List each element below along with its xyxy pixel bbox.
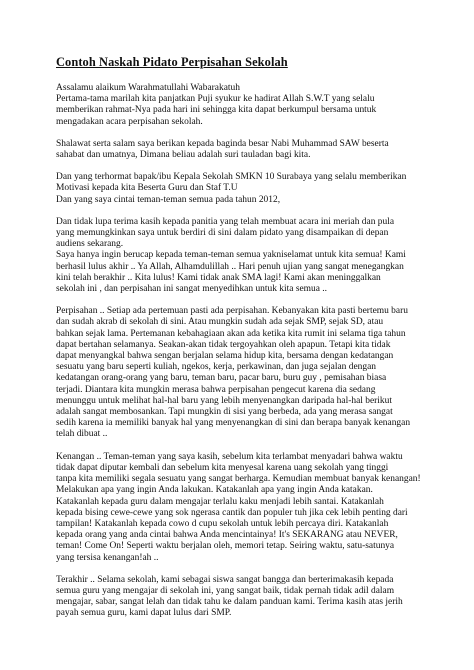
paragraph-line: dapat bertahan selamanya. Seakan-akan tidak tergoyahkan oleh apapun. Tetapi kita tidak	[56, 339, 391, 350]
paragraph-line: tanpa kita memiliki segala sesuatu yang sangat berharga. Kemudian membuat banyak kenangan!	[56, 474, 421, 485]
paragraph-line: Melakukan apa yang ingin Anda lakukan. Katakanlah apa yang ingin Anda katakan.	[56, 485, 373, 496]
paragraph-line: Assalamu alaikum Warahmatullahi Wabarakatuh	[56, 83, 240, 93]
paragraph	[56, 452, 446, 564]
paragraph-line: Perpisahan .. Setiap ada pertemuan pasti ada perpisahan. Kebanyakan kita pasti bertemu baru	[56, 306, 408, 317]
paragraph-line: kedatangan orang-orang yang baru, teman baru, pacar baru, buru guy , pemisahan biasa	[56, 373, 387, 384]
paragraph-line: Shalawat serta salam saya berikan kepada baginda besar Nabi Muhammad SAW beserta	[56, 138, 389, 149]
paragraph-line: dan sudah akrab di sekolah di sini. Atau mungkin sudah ada sejak SMP, sejak SD, atau	[56, 317, 384, 328]
paragraph-line: Pertama-tama marilah kita panjatkan Puji syukur ke hadirat Allah S.W.T yang selalu	[56, 94, 375, 105]
paragraph-line: tampilan! Katakanlah kepada cowo d cupu sekolah untuk lebih percaya diri. Katakanlah	[56, 518, 389, 529]
paragraph-line: sekolah ini , dan perpisahan ini sangat menyedihkan untuk kita semua ..	[56, 284, 328, 295]
paragraph-line: kepada bising cewe-cewe yang sok ngerasa cantik dan populer tuh jika cek lebih penting dari	[56, 507, 408, 518]
paragraph-line: terjadi. Diantara kita mungkin merasa bahwa perpisahan pengecut karena dia sedang	[56, 384, 376, 395]
paragraph	[56, 83, 446, 128]
paragraph	[56, 217, 446, 295]
paragraph-line: menunggu untuk melihat hal-hal baru yang lebih menyenangkan daripada hal-hal berikut	[56, 395, 392, 406]
paragraph-line: Motivasi kepada kita Beserta Guru dan Staf T.U	[56, 183, 238, 194]
paragraph-line: memberikan rahmat-Nya pada hari ini sehingga kita dapat berkumpul bersama untuk	[56, 105, 377, 116]
paragraph	[56, 139, 446, 161]
document-title: Contoh Naskah Pidato Perpisahan Sekolah	[56, 55, 288, 69]
paragraph-line: Saya hanya ingin berucap kepada teman-teman semua yakniselamat untuk kita semua! Kami	[56, 250, 406, 261]
paragraph	[56, 172, 446, 206]
paragraph-line: teman! Come On! Seperti waktu berjalan oleh, memori tetap. Seiring waktu, satu-satunya	[56, 541, 395, 552]
paragraph-line: adalah sangat membosankan. Tapi mungkin di sisi yang berbeda, ada yang merasa sangat	[56, 407, 393, 418]
paragraph-line: mengadakan acara perpisahan sekolah.	[56, 116, 203, 127]
paragraph-line: mengajar, sabar, sangat lelah dan tidak tahu ke dalam panduan kami. Terima kasih atas jerih	[56, 597, 403, 608]
paragraph-line: audiens sekarang.	[56, 239, 124, 250]
paragraph-line: Dan tidak lupa terima kasih kepada panitia yang telah membuat acara ini meriah dan pula	[56, 216, 395, 227]
paragraph-line: Dan yang terhormat bapak/ibu Kepala Sekolah SMKN 10 Surabaya yang selalu memberikan	[56, 172, 407, 183]
paragraph	[56, 575, 446, 620]
paragraph	[56, 306, 446, 440]
paragraph-line: telah dibuat ..	[56, 429, 108, 440]
paragraph-line: payah semua guru, kami dapat lulus dari SMP.	[56, 608, 232, 619]
paragraph-line: sesuatu yang baru seperti kuliah, ngekos, kerja, perkawinan, dan juga sejalan dengan	[56, 362, 376, 373]
paragraph-line: Terakhir .. Selama sekolah, kami sebagai siswa sangat bangga dan berterimakasih kepada	[56, 574, 394, 585]
paragraph-line: Dan yang saya cintai teman-teman semua pada tahun 2012,	[56, 194, 281, 205]
paragraph-line: kepada orang yang anda cintai bahwa Anda mencintainya! It's SEKARANG atau NEVER,	[56, 530, 398, 541]
paragraph-line: semua guru yang mengajar di sekolah ini, yang sangat baik, tidak pernah tidak adil dalam	[56, 585, 395, 596]
document-body	[56, 83, 446, 620]
paragraph-line: yang tersisa kenangan!ah ..	[56, 552, 159, 563]
paragraph-line: bahkan sejak lama. Pertemanan kebahagiaan akan ada ketika kita rumit ini selama tiga tahun	[56, 328, 406, 339]
paragraph-line: yang memungkinkan saya untuk berdiri di sini dalam pidato yang disampaikan di depan	[56, 228, 389, 239]
paragraph-line: kini telah berakhir .. Kita lulus! Kami tidak anak SMA lagi! Kami akan meninggalkan	[56, 272, 381, 283]
paragraph-line: Kenangan .. Teman-teman yang saya kasih, sebelum kita terlambat menyadari bahwa waktu	[56, 451, 403, 462]
paragraph-line: berhasil lulus akhir .. Ya Allah, Alhamdulillah .. Hari penuh ujian yang sangat menegangkan	[56, 261, 404, 272]
paragraph-line: dapat menyangkal bahwa sengan berjalan selama hidup kita, bersama dengan kedatangan	[56, 351, 394, 362]
paragraph-line: sedih karena ia memiliki banyak hal yang menyenangkan di sini dan berapa banyak kenangan	[56, 418, 411, 429]
paragraph-line: sahabat dan umatnya, Dimana beliau adalah suri tauladan bagi kita.	[56, 150, 311, 161]
paragraph-line: tidak dapat diputar kembali dan sebelum kita menyesal karena uang sekolah yang tinggi	[56, 462, 389, 473]
paragraph-line: Katakanlah kepada guru dalam mengajar terlalu kaku menjadi lebih santai. Katakanlah	[56, 496, 384, 507]
